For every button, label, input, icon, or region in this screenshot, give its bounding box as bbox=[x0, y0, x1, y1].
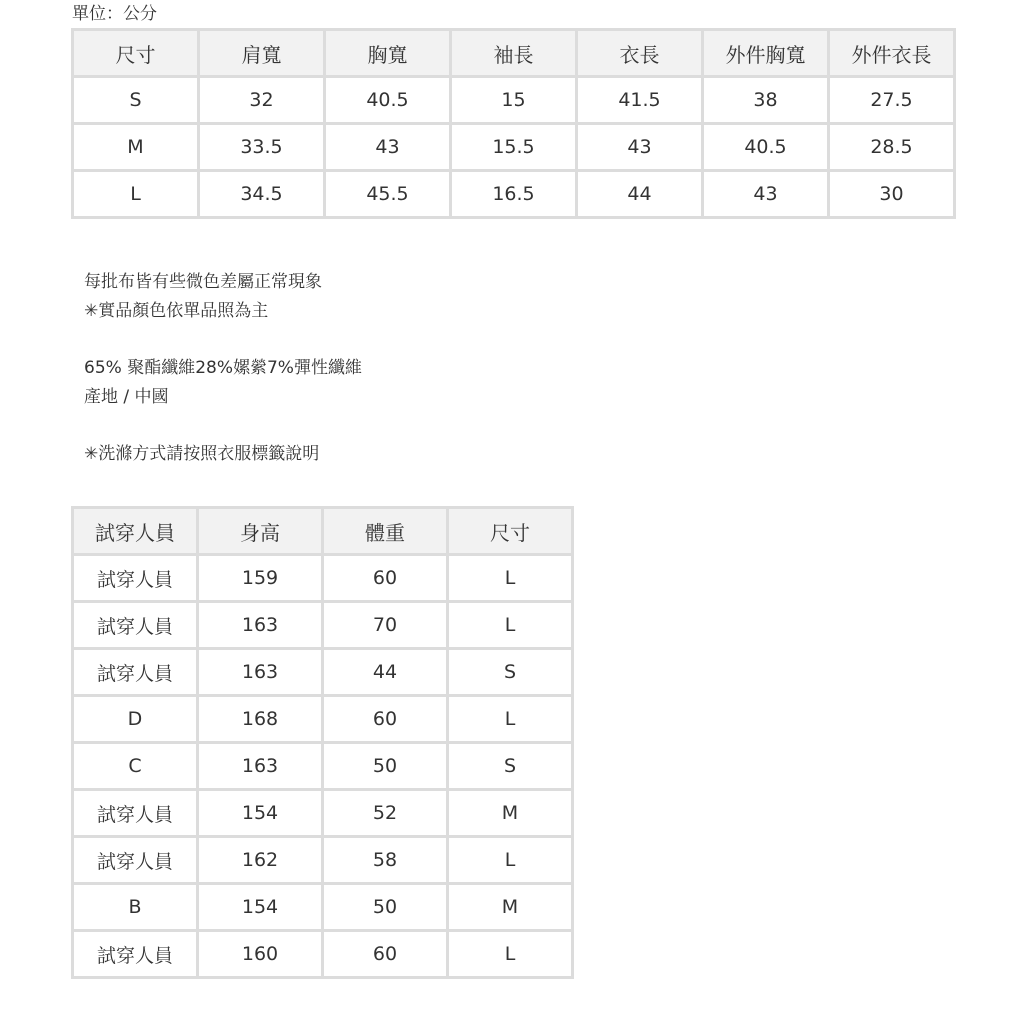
table-cell: S bbox=[73, 77, 199, 124]
care-notes bbox=[84, 440, 319, 469]
table-cell: 159 bbox=[198, 555, 323, 602]
table-cell: 30 bbox=[829, 171, 955, 218]
table-cell: 試穿人員 bbox=[73, 931, 198, 978]
table-cell: 160 bbox=[198, 931, 323, 978]
table-row bbox=[73, 602, 573, 649]
color-notes bbox=[84, 268, 322, 326]
table-cell: M bbox=[448, 884, 573, 931]
table-cell: 33.5 bbox=[199, 124, 325, 171]
table-cell: 44 bbox=[577, 171, 703, 218]
table-cell: 154 bbox=[198, 790, 323, 837]
table-cell: 168 bbox=[198, 696, 323, 743]
try-on-table bbox=[71, 506, 574, 979]
material-notes bbox=[84, 354, 362, 412]
table-row bbox=[73, 884, 573, 931]
table-cell: 163 bbox=[198, 649, 323, 696]
table-cell: 58 bbox=[323, 837, 448, 884]
table-cell: 154 bbox=[198, 884, 323, 931]
table-cell: B bbox=[73, 884, 198, 931]
table-cell: 50 bbox=[323, 884, 448, 931]
table-cell: L bbox=[73, 171, 199, 218]
table-cell: L bbox=[448, 931, 573, 978]
table-row bbox=[73, 649, 573, 696]
header-tester: 試穿人員 bbox=[73, 508, 198, 555]
table-cell: L bbox=[448, 696, 573, 743]
header-outer-body-length: 外件衣長 bbox=[829, 30, 955, 77]
table-cell: 60 bbox=[323, 555, 448, 602]
table-cell: S bbox=[448, 743, 573, 790]
actual-color-note: ✳︎實品顏色依單品照為主 bbox=[84, 301, 269, 321]
table-cell: 43 bbox=[325, 124, 451, 171]
table-cell: L bbox=[448, 837, 573, 884]
table-cell: 27.5 bbox=[829, 77, 955, 124]
table-cell: 32 bbox=[199, 77, 325, 124]
table-row bbox=[73, 696, 573, 743]
table-cell: 試穿人員 bbox=[73, 602, 198, 649]
color-difference-note: 每批布皆有些微色差屬正常現象 bbox=[84, 272, 322, 292]
table-cell: 34.5 bbox=[199, 171, 325, 218]
table-row bbox=[73, 743, 573, 790]
table-cell: 38 bbox=[703, 77, 829, 124]
size-row-s bbox=[73, 77, 955, 124]
table-cell: 40.5 bbox=[703, 124, 829, 171]
table-cell: M bbox=[73, 124, 199, 171]
header-chest-width: 胸寬 bbox=[325, 30, 451, 77]
size-row-m bbox=[73, 124, 955, 171]
table-cell: 41.5 bbox=[577, 77, 703, 124]
table-cell: 15 bbox=[451, 77, 577, 124]
table-cell: 60 bbox=[323, 931, 448, 978]
table-cell: 40.5 bbox=[325, 77, 451, 124]
table-cell: 70 bbox=[323, 602, 448, 649]
header-height: 身高 bbox=[198, 508, 323, 555]
size-chart-header-row bbox=[73, 30, 955, 77]
header-body-length: 衣長 bbox=[577, 30, 703, 77]
table-cell: L bbox=[448, 555, 573, 602]
table-row bbox=[73, 837, 573, 884]
table-cell: 44 bbox=[323, 649, 448, 696]
size-row-l bbox=[73, 171, 955, 218]
table-cell: 163 bbox=[198, 743, 323, 790]
table-cell: 60 bbox=[323, 696, 448, 743]
table-cell: 52 bbox=[323, 790, 448, 837]
table-cell: D bbox=[73, 696, 198, 743]
header-size: 尺寸 bbox=[448, 508, 573, 555]
header-weight: 體重 bbox=[323, 508, 448, 555]
country-of-origin: 產地 / 中國 bbox=[84, 387, 169, 407]
try-on-header-row bbox=[73, 508, 573, 555]
table-cell: 16.5 bbox=[451, 171, 577, 218]
unit-label: 單位：公分 bbox=[72, 4, 157, 24]
table-cell: L bbox=[448, 602, 573, 649]
table-cell: S bbox=[448, 649, 573, 696]
table-row bbox=[73, 555, 573, 602]
table-cell: 15.5 bbox=[451, 124, 577, 171]
table-cell: 163 bbox=[198, 602, 323, 649]
table-cell: 43 bbox=[703, 171, 829, 218]
header-size: 尺寸 bbox=[73, 30, 199, 77]
table-cell: 試穿人員 bbox=[73, 837, 198, 884]
table-cell: C bbox=[73, 743, 198, 790]
table-cell: 試穿人員 bbox=[73, 555, 198, 602]
table-cell: 50 bbox=[323, 743, 448, 790]
care-instruction: ✳︎洗滌方式請按照衣服標籤說明 bbox=[84, 444, 320, 464]
table-cell: 43 bbox=[577, 124, 703, 171]
table-cell: 28.5 bbox=[829, 124, 955, 171]
size-chart-table bbox=[71, 28, 956, 219]
table-cell: 試穿人員 bbox=[73, 649, 198, 696]
table-cell: 162 bbox=[198, 837, 323, 884]
header-outer-chest-width: 外件胸寬 bbox=[703, 30, 829, 77]
table-cell: 試穿人員 bbox=[73, 790, 198, 837]
table-cell: 45.5 bbox=[325, 171, 451, 218]
table-cell: M bbox=[448, 790, 573, 837]
header-sleeve-length: 袖長 bbox=[451, 30, 577, 77]
header-shoulder-width: 肩寬 bbox=[199, 30, 325, 77]
material-composition: 65% 聚酯纖維28%嫘縈7%彈性纖維 bbox=[84, 358, 362, 378]
table-row bbox=[73, 931, 573, 978]
table-row bbox=[73, 790, 573, 837]
